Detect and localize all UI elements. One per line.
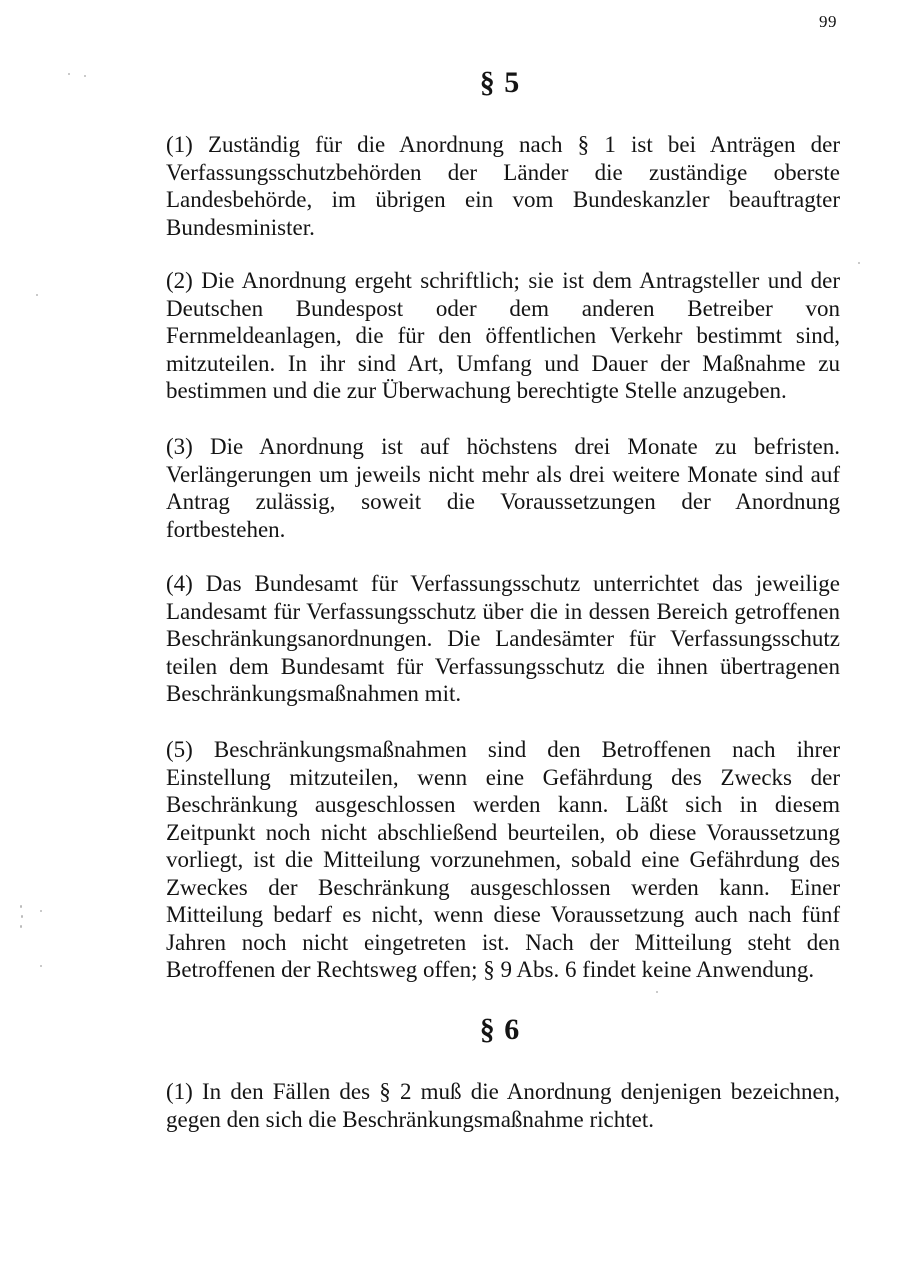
paragraph-5-3: (3) Die Anordnung ist auf höchstens drei Monate zu befristen. Verlängerungen um jeweils nicht mehr als drei weitere Monate sind auf Antrag zulässig, soweit die Voraussetzungen der Anordnung fortbestehen.: [166, 434, 840, 542]
paragraph-5-1: (1) Zuständig für die Anordnung nach § 1 ist bei Anträgen der Verfassungsschutzbehörden der Länder die zuständige oberste Landesbehörde, im übrigen ein vom Bundeskanzler beauftragter Bundesminister.: [166, 132, 840, 240]
paragraph-5-5: (5) Beschränkungsmaßnahmen sind den Betroffenen nach ihrer Einstellung mitzuteilen, wenn eine Gefährdung des Zwecks der Beschränkung ausgeschlossen werden kann. Läßt sich in diesem Zeitpunkt noch nicht abschließend beurteilen, ob diese Voraussetzung vorliegt, ist die Mitteilung vorzunehmen, sobald eine Gefährdung des Zweckes der Beschränkung ausgeschlossen werden kann. Einer Mitteilung bedarf es nicht, wenn diese Voraussetzung auch nach fünf Jahren noch nicht eingetreten ist. Nach der Mitteilung steht den Betroffenen der Rechtsweg offen; § 9 Abs. 6 findet keine Anwendung.: [166, 737, 840, 982]
scan-speck: [40, 910, 42, 912]
page-number: 99: [819, 12, 837, 31]
scan-speck: [20, 925, 22, 928]
scan-speck: [84, 75, 86, 77]
scan-speck: [858, 262, 860, 264]
scan-speck: [656, 991, 658, 993]
scan-speck: [20, 905, 22, 908]
paragraph-6-1: (1) In den Fällen des § 2 muß die Anordnung denjenigen bezeichnen, gegen den sich die Beschränkungsmaßnahme richtet.: [166, 1079, 840, 1132]
paragraph-5-4: (4) Das Bundesamt für Verfassungsschutz unterrichtet das jeweilige Landesamt für Verfassungsschutz über die in dessen Bereich getroffenen Beschränkungsanordnungen. Die Landesämter für Verfassungsschutz teilen dem Bundesamt für Verfassungsschutz die ihnen übertragenen Beschränkungsmaßnahmen mit.: [166, 571, 840, 706]
scan-speck: [21, 915, 23, 918]
scan-speck: [40, 965, 42, 967]
paragraph-5-2: (2) Die Anordnung ergeht schriftlich; sie ist dem Antragsteller und der Deutschen Bundespost oder dem anderen Betreiber von Fernmeldeanlagen, die für den öffentlichen Verkehr bestimmt sind, mitzuteilen. In ihr sind Art, Umfang und Dauer der Maßnahme zu bestimmen und die zur Überwachung berechtigte Stelle anzugeben.: [166, 268, 840, 403]
section-heading-5: § 5: [479, 66, 521, 99]
scan-speck: [36, 294, 38, 296]
section-heading-6: § 6: [479, 1013, 521, 1046]
scan-speck: [68, 73, 70, 75]
